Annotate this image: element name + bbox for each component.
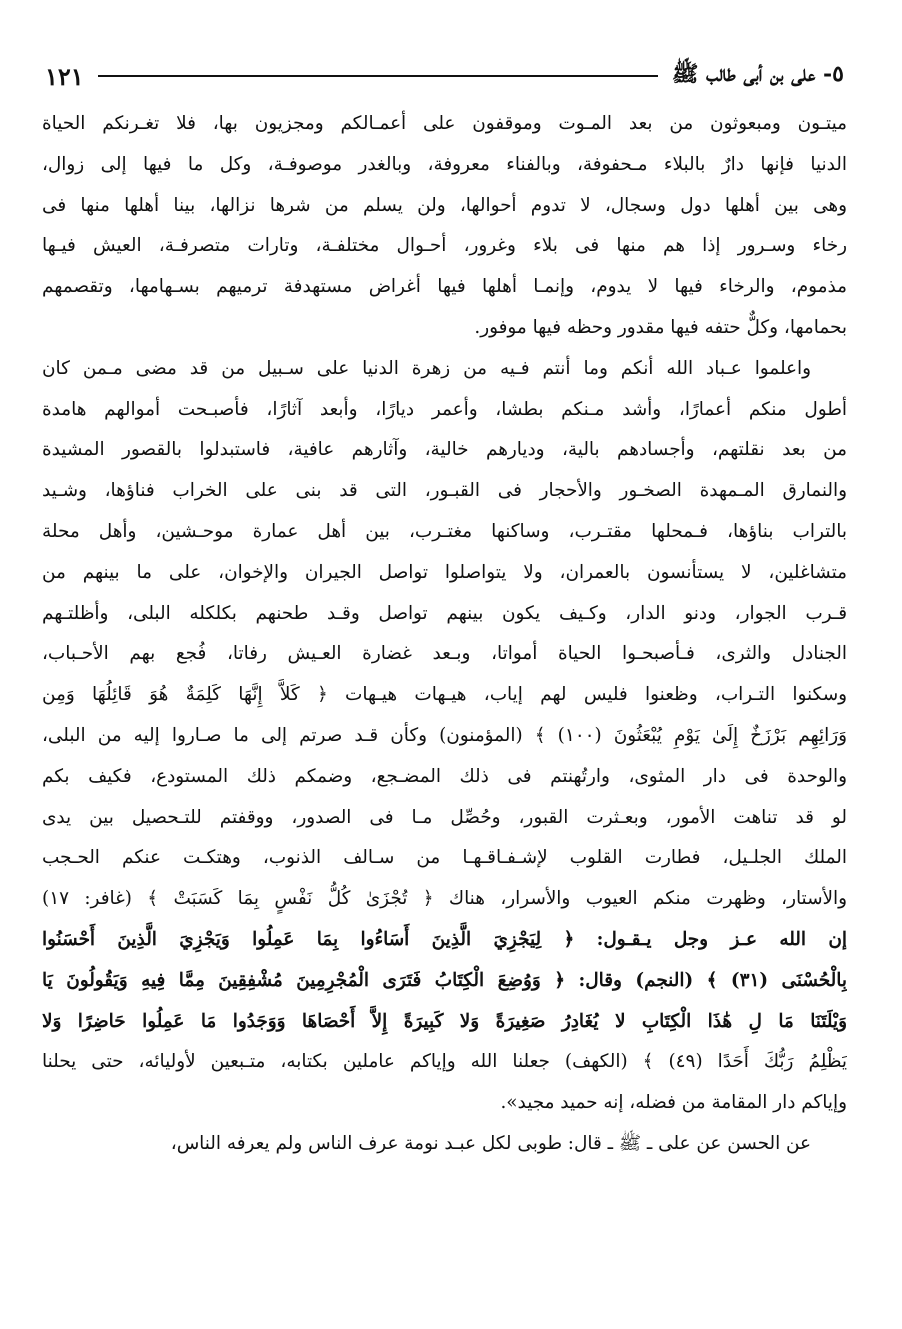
header-rule <box>98 75 658 77</box>
quran-verse-line: وَيْلَتَنَا مَا لِ هَٰذَا الْكِتَابِ لا يُغَادِرُ صَغِيرَةً وَلا كَبِيرَةً إِلاَّ أَحْصَاهَا وَوَجَدُوا مَا عَمِلُوا حَاضِرًا وَلا <box>42 1010 847 1032</box>
text-line: والنمارق المـمهدة الصخـور والأحجار فى القبـور، التى قد بنى على الخراب فناؤها، وشـيد <box>42 480 847 502</box>
text-line: الملك الجلـيل، فطارت القلوب لإشـفـاقـهـا من سـالف الذنوب، وهتكـت عنكم الحـجب <box>42 847 847 869</box>
text-line: من بعد نقلتهم، وأجسادهم بالية، وديارهم خالية، وآثارهم عافية، فاستبدلوا بالقصور المشيدة <box>42 439 847 461</box>
body-text <box>42 104 847 1165</box>
text-line: عن الحسن عن على ـ ﷺ ـ قال: طوبى لكل عبـد نومة عرف الناس ولم يعرفه الناس، <box>170 1132 811 1154</box>
page-header <box>45 58 844 94</box>
text-line: الجنادل والثرى، فـأصبحـوا الحياة أمواتا، وبـعد غضارة العـيش رفاتا، فُجع بهم الأحـباب، <box>42 643 847 665</box>
text-line: بالتراب بناؤها، فـمحلها مقتـرب، وساكنها مغتـرب، بين أهل عمارة موحـشين، وأهل محلة <box>42 520 847 542</box>
text-line: الدنيا فإنها دارٌ بالبلاء مـحفوفة، وبالفناء معروفة، وبالغدر موصوفـة، وكل ما فيها إلى زوال، <box>42 153 847 175</box>
chapter-title: ٥- على بن أبى طالب ﷺ <box>671 61 844 87</box>
text-line: والوحدة فى دار المثوى، وارتُهنتم فى ذلك المضـجع، وضمكم ذلك المستودع، فكيف بكم <box>42 765 847 787</box>
text-line: يَظْلِمُ رَبُّكَ أَحَدًا (٤٩) ﴾ (الكهف) جعلنا الله وإياكم عاملين بكتابه، متـبعين لأوليائه، حتى يحلنا <box>42 1051 847 1073</box>
text-line: بحمامها، وكلٌّ حتفه فيها مقدور وحظه فيها موفور. <box>474 316 847 338</box>
text-line: وإياكم دار المقامة من فضله، إنه حميد مجيد». <box>500 1092 847 1114</box>
text-line: قـرب الجوار، ودنو الدار، وكـيف يكون بينهم تواصل وقـد طحنهم بكلكله البلى، وأظلتـهم <box>42 602 847 624</box>
text-line: واعلموا عـباد الله أنكم وما أنتم فـيه من زهرة الدنيا على سـبيل من قد مضى مـمن كان <box>42 357 811 379</box>
text-line: متشاغلين، لا يستأنسون بالعمران، ولا يتواصلوا تواصل الجيران والإخوان، على ما بينهم من <box>42 561 847 583</box>
text-line: وهى بين أهلها دول وسجال، لا تدوم أحوالها، ولن يسلم من شرها نزالها، بينا أهلها منها فى <box>42 194 847 216</box>
quran-verse-line: بِالْحُسْنَى (٣١) ﴾ (النجم) وقال: ﴿ وَوُضِعَ الْكِتَابُ فَتَرَى الْمُجْرِمِينَ مُشْفِقِينَ مِمَّا فِيهِ وَيَقُولُونَ يَا <box>42 969 847 991</box>
text-line: لو قد تناهت الأمور، وبعـثرت القبور، وحُصِّل مـا فى الصدور، ووقفتم للتـحصيل بين يدى <box>42 806 847 828</box>
text-line: والأستار، وظهرت منكم العيوب والأسرار، هناك ﴿ تُجْزَىٰ كُلُّ نَفْسٍ بِمَا كَسَبَتْ ﴾ (غافر: ١٧) <box>42 888 847 910</box>
text-line: وسكنوا التـراب، وظعنوا فليس لهم إياب، هيـهات هيـهات ﴿ كَلاَّ إِنَّهَا كَلِمَةٌ هُوَ قَائِلُهَا وَمِن <box>42 684 847 706</box>
text-line: مذموم، والرخاء فيها لا يدوم، وإنمـا أهلها فيها أغراض مستهدفة ترميهم بسـهامها، وتقصمهم <box>42 276 847 298</box>
text-line: وَرَائِهِم بَرْزَخٌ إِلَىٰ يَوْمِ يُبْعَثُونَ (١٠٠) ﴾ (المؤمنون) وكأن قـد صرتم إلى ما صـاروا إليه من البلى، <box>42 724 847 746</box>
quran-verse-line: إن الله عـز وجل يـقـول: ﴿ لِيَجْزِيَ الَّذِينَ أَسَاءُوا بِمَا عَمِلُوا وَيَجْزِيَ الَّذِينَ أَحْسَنُوا <box>42 928 847 950</box>
page-number: ١٢١ <box>45 61 84 91</box>
text-line: رخاء وسـرور إذا هم منها فى بلاء وغرور، أحـوال مختلفـة، وتارات متصرفـة، العيش فيـها <box>42 235 847 257</box>
text-line: أطول منكم أعمارًا، وأشد مـنكم بطشا، وأعمر ديارًا، وأبعد آثارًا، فأصبـحت أموالهم هامدة <box>42 398 847 420</box>
text-line: ميتـون ومبعوثون من بعد المـوت وموقفون على أعمـالكم ومجزيون بها، فلا تغـرنكم الحياة <box>42 113 847 134</box>
